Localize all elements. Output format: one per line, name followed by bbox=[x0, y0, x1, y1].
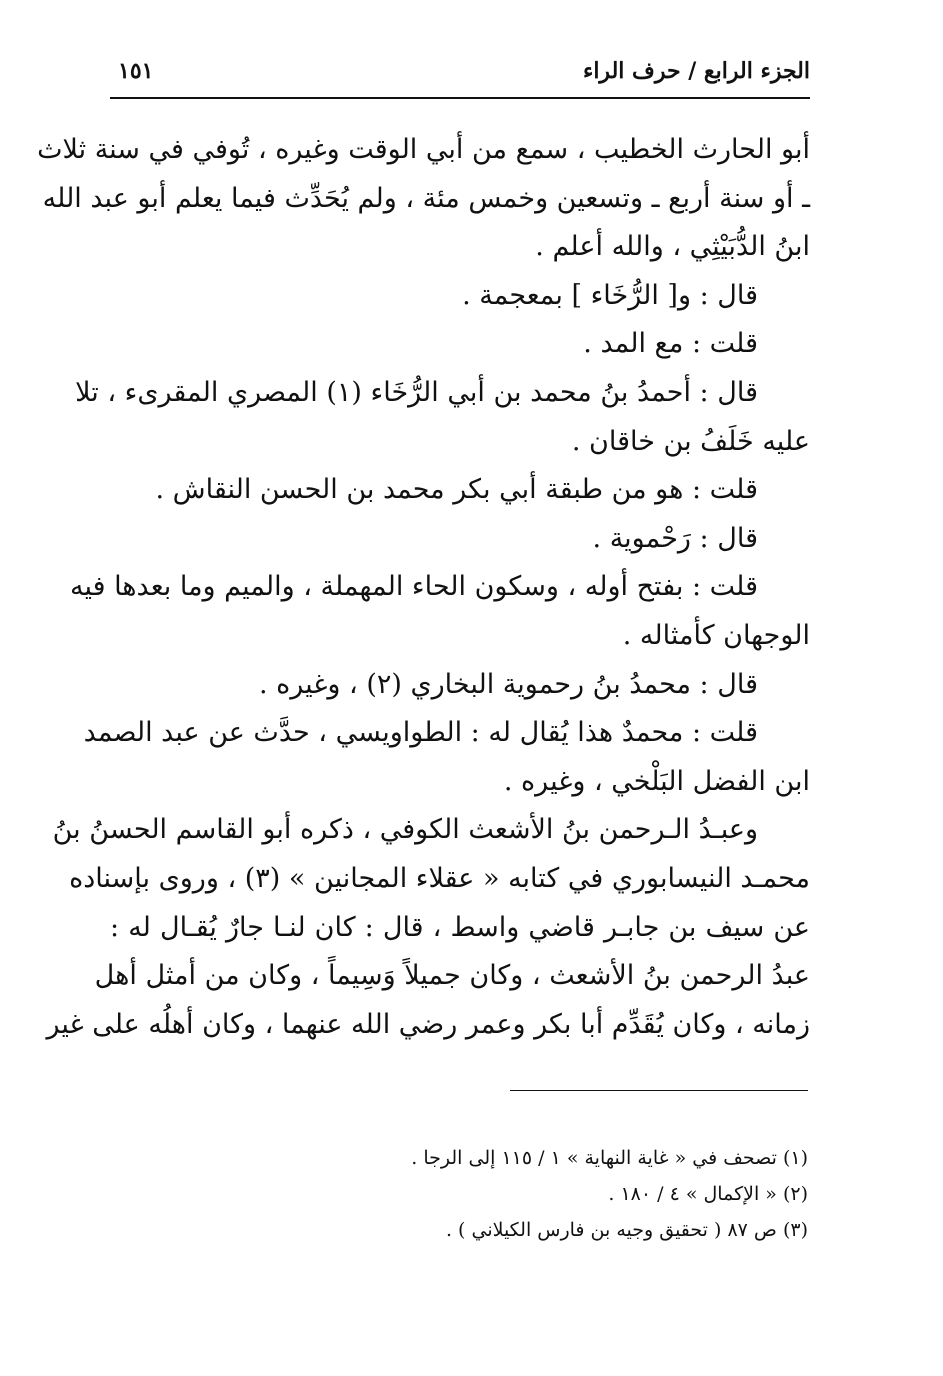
text-line: ابن الفضل البَلْخي ، وغيره . bbox=[503, 765, 810, 797]
text-line: محمـد النيسابوري في كتابه « عقلاء المجانين » (٣) ، وروى بإسناده bbox=[69, 862, 810, 894]
footnote-rule bbox=[510, 1090, 808, 1091]
text-line: قال : رَحْموية . bbox=[592, 522, 758, 554]
page-number: ١٥١ bbox=[118, 58, 154, 84]
header-rule bbox=[110, 97, 810, 99]
text-line: قلت : بفتح أوله ، وسكون الحاء المهملة ، والميم وما بعدها فيه bbox=[69, 571, 758, 603]
body-text bbox=[37, 126, 810, 1049]
text-line: عليه خَلَفُ بن خاقان . bbox=[571, 425, 810, 457]
footnote: (١) تصحف في « غاية النهاية » ١ / ١١٥ إلى الرجا . bbox=[411, 1147, 808, 1169]
text-line: قال : أحمدُ بنُ محمد بن أبي الرُّخَاء (١) المصري المقرىء ، تلا bbox=[75, 376, 758, 408]
text-line: قلت : مع المد . bbox=[583, 328, 758, 360]
footnote: (٢) « الإكمال » ٤ / ١٨٠ . bbox=[608, 1183, 808, 1205]
text-line: ابنُ الدُّبَيْثِي ، والله أعلم . bbox=[535, 231, 810, 263]
footnotes bbox=[200, 1140, 808, 1248]
text-line: عبدُ الرحمن بنُ الأشعث ، وكان جميلاً وَسِيماً ، وكان من أمثل أهل bbox=[94, 960, 810, 992]
running-header bbox=[110, 58, 810, 98]
text-line: الوجهان كأمثاله . bbox=[622, 619, 810, 651]
text-line: ـ أو سنة أربع ـ وتسعين وخمس مئة ، ولم يُحَدِّث فيما يعلم أبو عبد الله bbox=[42, 182, 810, 214]
text-line: عن سيف بن جابـر قاضي واسط ، قال : كان لنـا جارٌ يُقـال له : bbox=[110, 911, 810, 943]
text-line: أبو الحارث الخطيب ، سمع من أبي الوقت وغيره ، تُوفي في سنة ثلاث bbox=[37, 134, 810, 165]
text-line: وعبـدُ الـرحمن بنُ الأشعث الكوفي ، ذكره أبو القاسم الحسنُ بنُ bbox=[52, 814, 758, 846]
footnote: (٣) ص ٨٧ ( تحقيق وجيه بن فارس الكيلاني ) . bbox=[445, 1219, 808, 1241]
text-line: قلت : هو من طبقة أبي بكر محمد بن الحسن النقاش . bbox=[155, 474, 758, 506]
header-title: الجزء الرابع / حرف الراء bbox=[582, 58, 810, 84]
text-line: زمانه ، وكان يُقَدِّم أبا بكر وعمر رضي الله عنهما ، وكان أهلُه على غير bbox=[46, 1008, 810, 1040]
text-line: قال : محمدُ بنُ رحموية البخاري (٢) ، وغيره . bbox=[258, 668, 758, 700]
text-line: قلت : محمدٌ هذا يُقال له : الطواويسي ، حدَّث عن عبد الصمد bbox=[83, 717, 758, 749]
text-line: قال : و[ الرُّخَاء ] بمعجمة . bbox=[462, 279, 758, 311]
